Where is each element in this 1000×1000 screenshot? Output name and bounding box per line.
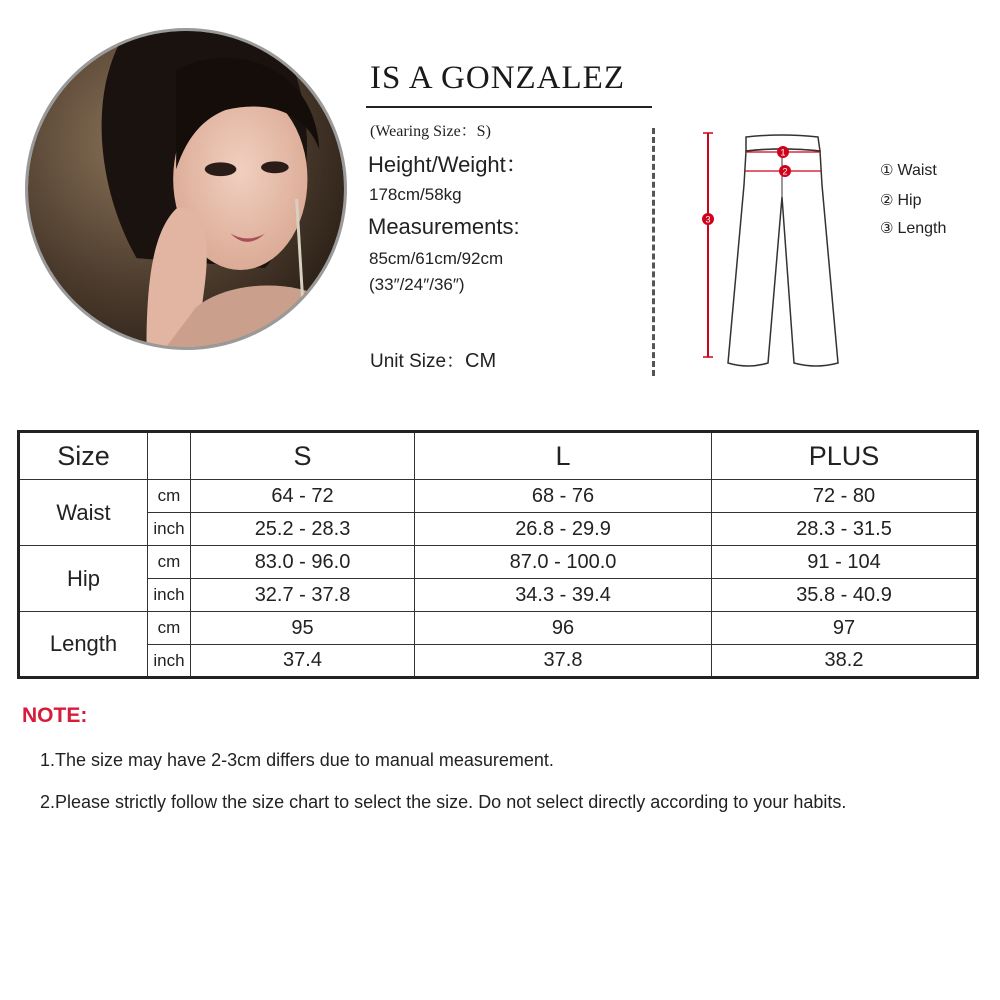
- table-row: [19, 480, 978, 513]
- svg-text:1: 1: [780, 147, 786, 158]
- legend-hip: [880, 191, 921, 210]
- column-s-header: S: [191, 432, 415, 480]
- height-weight-label: Height/Weight：: [368, 152, 528, 177]
- legend-waist: [880, 161, 937, 180]
- table-cell: 28.3 - 31.5: [712, 513, 978, 546]
- model-photo: [25, 28, 347, 350]
- table-row: [19, 513, 978, 546]
- table-cell: 72 - 80: [712, 480, 978, 513]
- table-header-row: [19, 432, 978, 480]
- marker-3-icon: [702, 213, 714, 225]
- svg-text:2: 2: [782, 166, 788, 177]
- table-cell: 64 - 72: [191, 480, 415, 513]
- height-weight-value: 178cm/58kg: [369, 185, 462, 204]
- unit-cell: inch: [148, 513, 191, 546]
- unit-cell: inch: [148, 579, 191, 612]
- header-blank-cell: [148, 432, 191, 480]
- column-l-header: L: [415, 432, 712, 480]
- legend-length: [880, 219, 946, 238]
- wearing-size: (Wearing Size：S): [370, 123, 491, 140]
- table-cell: 68 - 76: [415, 480, 712, 513]
- measurements-label: Measurements:: [368, 214, 520, 239]
- table-cell: 83.0 - 96.0: [191, 546, 415, 579]
- legend-num: ①: [880, 161, 894, 179]
- unit-cell: cm: [148, 546, 191, 579]
- legend-num: ②: [880, 191, 894, 209]
- size-header: Size: [19, 432, 148, 480]
- table-row: [19, 612, 978, 645]
- unit-cell: inch: [148, 645, 191, 678]
- note-item: 2.Please strictly follow the size chart to select the size. Do not select directly according to your habits.: [40, 792, 847, 812]
- column-plus-header: PLUS: [712, 432, 978, 480]
- table-cell: 37.8: [415, 645, 712, 678]
- unit-size-value: CM: [465, 350, 497, 372]
- marker-2-icon: [779, 165, 791, 177]
- model-portrait-image: [28, 31, 344, 347]
- marker-1-icon: [777, 146, 789, 158]
- table-cell: 87.0 - 100.0: [415, 546, 712, 579]
- table-row: [19, 645, 978, 678]
- table-cell: 96: [415, 612, 712, 645]
- table-cell: 34.3 - 39.4: [415, 579, 712, 612]
- table-cell: 25.2 - 28.3: [191, 513, 415, 546]
- legend-num: ③: [880, 219, 894, 237]
- unit-size: [370, 346, 496, 373]
- legend-label: Waist: [897, 162, 937, 179]
- size-chart-table: [17, 430, 979, 679]
- legend-label: Hip: [897, 192, 922, 209]
- measurements-cm: 85cm/61cm/92cm: [369, 249, 504, 268]
- table-cell: 35.8 - 40.9: [712, 579, 978, 612]
- unit-size-label: Unit Size：: [370, 351, 466, 372]
- row-label-length: Length: [19, 612, 148, 678]
- table-cell: 91 - 104: [712, 546, 978, 579]
- model-name: IS A GONZALEZ: [370, 60, 625, 96]
- title-underline: [366, 106, 652, 108]
- table-cell: 95: [191, 612, 415, 645]
- table-cell: 32.7 - 37.8: [191, 579, 415, 612]
- table-cell: 37.4: [191, 645, 415, 678]
- svg-text:3: 3: [705, 214, 711, 225]
- table-cell: 97: [712, 612, 978, 645]
- measurements-inch: (33″/24″/36″): [369, 275, 465, 294]
- table-row: [19, 579, 978, 612]
- note-title: NOTE:: [22, 704, 88, 727]
- note-item: 1.The size may have 2-3cm differs due to manual measurement.: [40, 750, 554, 770]
- table-cell: 26.8 - 29.9: [415, 513, 712, 546]
- dashed-divider: [652, 128, 655, 376]
- row-label-hip: Hip: [19, 546, 148, 612]
- pants-diagram: [690, 125, 860, 375]
- unit-cell: cm: [148, 480, 191, 513]
- table-cell: 38.2: [712, 645, 978, 678]
- legend-label: Length: [897, 220, 947, 237]
- row-label-waist: Waist: [19, 480, 148, 546]
- unit-cell: cm: [148, 612, 191, 645]
- table-row: [19, 546, 978, 579]
